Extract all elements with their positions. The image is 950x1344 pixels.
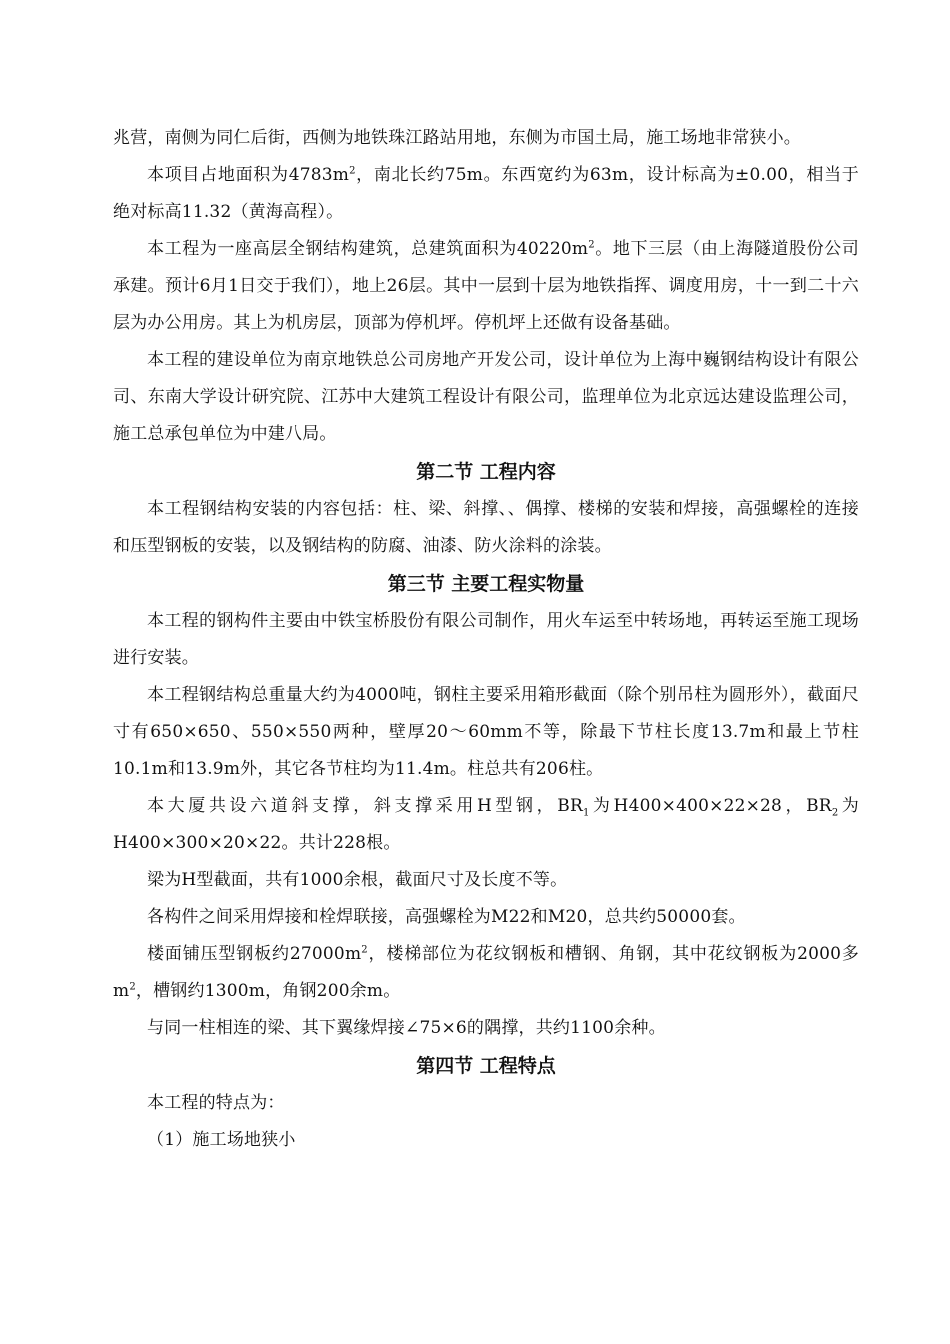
section-heading-quantities: 第三节 主要工程实物量 xyxy=(387,573,585,595)
superscript: 2 xyxy=(588,239,595,251)
text-run: ，南北长约75m。东西宽约为63m，设计标高为±0.00，相当于绝对标高11.32（黄海高程）。 xyxy=(113,165,860,222)
paragraph-bracing xyxy=(113,788,859,862)
superscript: 2 xyxy=(349,165,356,177)
text-run: 为H400×300×20×22。共计228根。 xyxy=(113,796,859,853)
text-run: 本项目占地面积为4783m xyxy=(147,165,350,185)
superscript: 2 xyxy=(129,981,136,993)
text-run: 本工程为一座高层全钢结构建筑，总建筑面积为40220m xyxy=(147,239,589,259)
paragraph-site-area xyxy=(113,157,859,231)
text-run: 为H400×400×22×28，BR xyxy=(589,796,832,816)
text-run: 本大厦共设六道斜支撑，斜支撑采用H型钢，BR xyxy=(147,796,583,816)
section-heading-features: 第四节 工程特点 xyxy=(416,1055,556,1077)
paragraph-scope: 本工程钢结构安装的内容包括：柱、梁、斜撑、、偶撑、楼梯的安装和焊接，高强螺栓的连接和压型钢板的安装，以及钢结构的防腐、油漆、防火涂料的涂装。 xyxy=(113,499,859,556)
paragraph-features-intro: 本工程的特点为： xyxy=(147,1093,285,1113)
paragraph-columns: 本工程钢结构总重量大约为4000吨，钢柱主要采用箱形截面（除个别吊柱为圆形外），截面尺寸有650×650、550×550两种，壁厚20～60mm不等，除最下节柱长度13.7m和最上节柱10.1m和13.9m外，其它各节柱均为11.4m。柱总共有206柱。 xyxy=(113,685,859,779)
paragraph-building-overview xyxy=(113,231,859,342)
text-run: ，槽钢约1300m，角钢200余m。 xyxy=(135,981,401,1001)
paragraph-site-surroundings: 兆营，南侧为同仁后街，西侧为地铁珠江路站用地，东侧为市国土局，施工场地非常狭小。 xyxy=(113,128,801,148)
section-heading-scope: 第二节 工程内容 xyxy=(416,461,556,483)
paragraph-fabrication: 本工程的钢构件主要由中铁宝桥股份有限公司制作，用火车运至中转场地，再转运至施工现场进行安装。 xyxy=(113,611,859,668)
list-item-feature-1: （1）施工场地狭小 xyxy=(147,1130,296,1150)
text-run: 。地下三层（由上海隧道股份公司承建。预计6月1日交于我们），地上26层。其中一层到十层为地铁指挥、调度用房，十一到二十六层为办公用房。其上为机房层，顶部为停机坪。停机坪上还做有设备基础。 xyxy=(113,239,859,333)
paragraph-decking xyxy=(113,936,859,1010)
paragraph-connections: 各构件之间采用焊接和栓焊联接，高强螺栓为M22和M20，总共约50000套。 xyxy=(147,907,746,927)
paragraph-beams: 梁为H型截面，共有1000余根，截面尺寸及长度不等。 xyxy=(147,870,568,890)
text-run: ，楼梯部位为花纹钢板和槽钢、角钢，其中花纹钢板为2000多m xyxy=(113,944,860,1001)
superscript: 2 xyxy=(361,944,368,956)
subscript: 1 xyxy=(582,807,590,819)
document-page xyxy=(113,120,859,1159)
paragraph-parties: 本工程的建设单位为南京地铁总公司房地产开发公司，设计单位为上海中巍钢结构设计有限公司、东南大学设计研究院、江苏中大建筑工程设计有限公司，监理单位为北京远达建设监理公司，施工总承包单位为中建八局。 xyxy=(113,350,859,444)
text-run: 楼面铺压型钢板约27000m xyxy=(147,944,362,964)
subscript: 2 xyxy=(831,807,839,819)
paragraph-knee-braces: 与同一柱相连的梁、其下翼缘焊接∠75×6的隅撑，共约1100余种。 xyxy=(147,1018,666,1038)
